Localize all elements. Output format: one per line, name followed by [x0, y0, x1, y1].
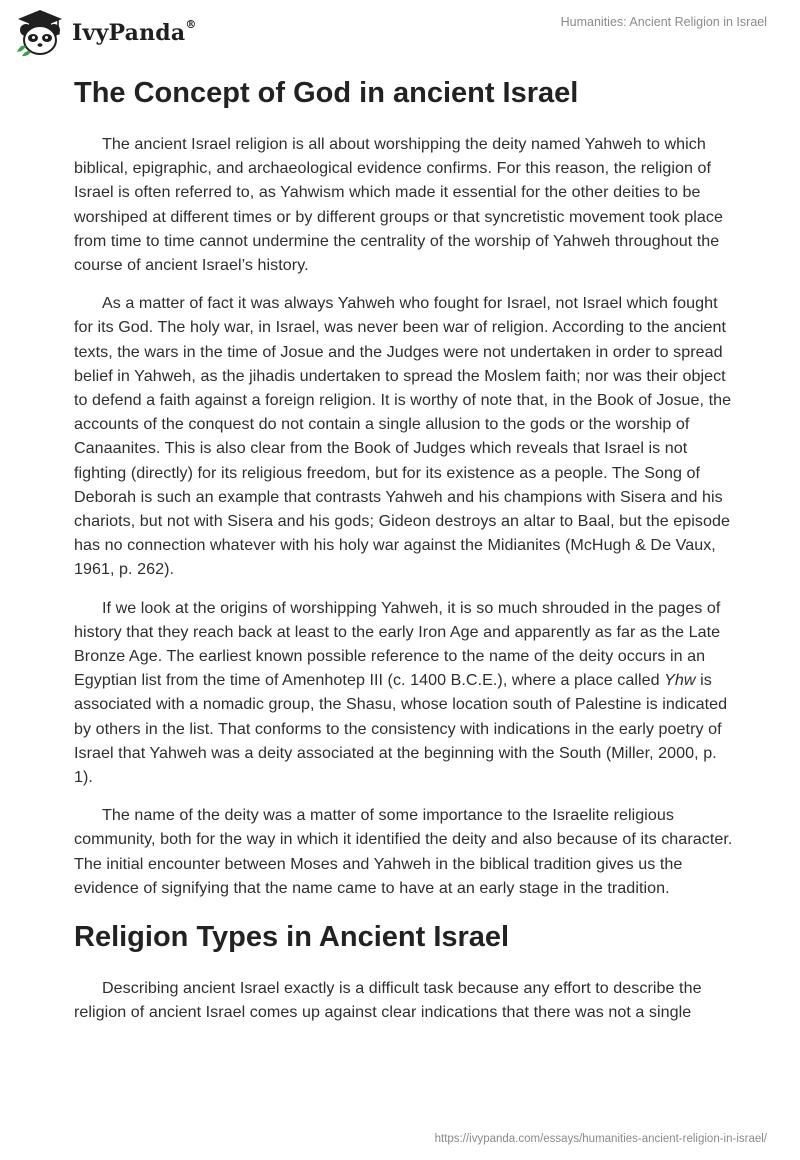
- italic-term: Yhw: [664, 671, 696, 690]
- paragraph: The name of the deity was a matter of some importance to the Israelite religious community, both for the way in which it identified the deity and also because of its character. The initial encounter between Moses and Yahweh in the biblical tradition gives us the evidence of signifying that the name came to have at an early stage in the tradition.: [74, 806, 733, 897]
- essay-body: [74, 72, 734, 1039]
- paragraph: If we look at the origins of worshipping Yahweh, it is so much shrouded in the pages of history that they reach back at least to the early Iron Age and apparently as far as the Late Bronze Age. The earliest known possible reference to the name of the deity occurs in an Egyptian list from the time of Amenhotep III (c. 1400 B.C.E.), where a place called Yhw is associated with a nomadic group, the Shasu, whose location south of Palestine is indicated by others in the list. That conforms to the consistency with indications in the early poetry of Israel that Yahweh was a deity associated at the beginning with the South (Miller, 2000, p. 1).: [74, 598, 728, 787]
- page-header: [0, 0, 800, 70]
- paragraph: As a matter of fact it was always Yahweh who fought for Israel, not Israel which fought for its God. The holy war, in Israel, was never been war of religion. According to the ancient texts, the wars in the time of Josue and the Judges were not undertaken in order to spread belief in Yahweh, as the jihadis undertaken to spread the Moslem faith; nor was their object to defend a faith against a foreign religion. It is worthy of note that, in the Book of Josue, the accounts of the conquest do not contain a single allusion to the gods or the worship of Canaanites. This is also clear from the Book of Judges which reveals that Israel is not fighting (directly) for its religious freedom, but for its existence as a people. The Song of Deborah is such an example that contrasts Yahweh and his champions with Sisera and his chariots, but not with Sisera and his gods; Gideon destroys an altar to Baal, but the episode has no connection whatever with his holy war against the Midianites (McHugh & De Vaux, 1961, p. 262).: [74, 294, 732, 579]
- document-title: Humanities: Ancient Religion in Israel: [560, 15, 767, 29]
- section-heading: The Concept of God in ancient Israel: [74, 77, 579, 109]
- section-heading: Religion Types in Ancient Israel: [74, 921, 510, 954]
- ivypanda-logo[interactable]: [14, 8, 197, 58]
- source-url[interactable]: https://ivypanda.com/essays/humanities-ancient-religion-in-israel/: [434, 1133, 767, 1145]
- brand-name: IvyPanda®: [72, 18, 197, 46]
- panda-graduate-icon: [14, 8, 66, 58]
- paragraph: Describing ancient Israel exactly is a difficult task because any effort to describe the religion of ancient Israel comes up against clear indications that there was not a single: [74, 979, 702, 1022]
- paragraph: The ancient Israel religion is all about worshipping the deity named Yahweh to which biblical, epigraphic, and archaeological evidence confirms. For this reason, the religion of Israel is often referred to, as Yahwism which made it essential for the other deities to be worshiped at different times or by different groups or that syncretistic movement took place from time to time cannot undermine the centrality of the worship of Yahweh throughout the course of ancient Israel’s history.: [74, 135, 723, 275]
